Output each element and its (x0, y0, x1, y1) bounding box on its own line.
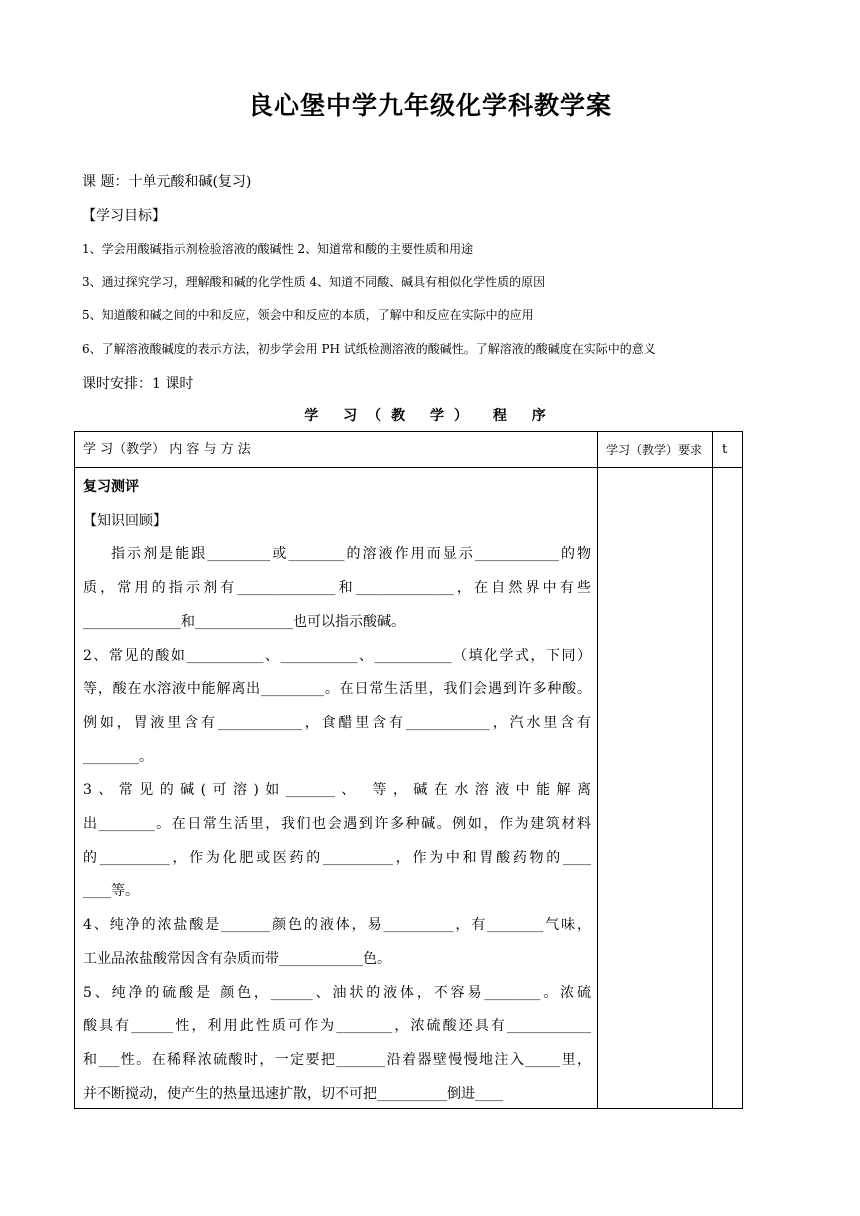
content-line: 4、纯净的浓盐酸是_______颜色的液体，易__________，有________气味， (83, 917, 591, 934)
content-line: 出________。在日常生活里，我们也会遇到许多种碱。例如，作为建筑材料 (83, 816, 591, 833)
content-line: 3、常见的碱(可溶)如_______、 等，碱在水溶液中能解离 (83, 782, 591, 799)
knowledge-heading: 【知识回顾】 (83, 512, 167, 529)
goal-item: 3、通过探究学习，理解酸和碱的化学性质 4、知道不同酸、碱具有相似化学性质的原因 (82, 275, 546, 289)
content-line: 2、常见的酸如___________、___________、___________（填化学式，下同） (83, 647, 591, 664)
content-line: 指示剂是能跟_________或________的溶液作用而显示____________的物 (111, 546, 591, 563)
goals-heading: 【学习目标】 (82, 208, 166, 224)
content-line: ________。 (83, 748, 153, 765)
header-requirement: 学习（教学）要求 (606, 443, 703, 457)
lesson-schedule: 课时安排：1 课时 (82, 376, 194, 392)
lesson-topic: 课 题：十单元酸和碱(复习) (82, 174, 252, 190)
goal-item: 6、了解溶液酸碱度的表示方法，初步学会用 PH 试纸检测溶液的酸碱性。了解溶液的酸碱度在实际中的意义 (82, 342, 656, 356)
content-line: 并不断搅动，使产生的热量迅速扩散，切不可把__________倒进____ (83, 1085, 503, 1102)
content-line: 酸具有______性，利用此性质可作为________，浓硫酸还具有____________ (83, 1018, 591, 1035)
content-line: 等，酸在水溶液中能解离出_________。在日常生活里，我们会遇到许多种酸。 (83, 681, 591, 698)
content-line: 和___性。在稀释浓硫酸时，一定要把_______沿着器壁慢慢地注入_____里， (83, 1051, 591, 1068)
table-divider (712, 432, 713, 1108)
header-t: t (722, 442, 728, 457)
goal-item: 5、知道酸和碱之间的中和反应，领会中和反应的本质，了解中和反应在实际中的应用 (82, 308, 534, 322)
content-line: 质，常用的指示剂有______________和______________，在自然界中有些 (83, 580, 591, 597)
page-title: 良心堡中学九年级化学科教学案 (247, 91, 612, 120)
program-title: 学 习（教 学） 程 序 (304, 408, 556, 424)
content-line: 5、纯净的硫酸是 颜色，______、油状的液体，不容易________。浓硫 (83, 984, 591, 1001)
content-cell (83, 471, 591, 1111)
header-content-method: 学 习（教学） 内 容 与 方 法 (83, 442, 251, 457)
content-line: 的__________，作为化肥或医药的__________，作为中和胃酸药物的____ (83, 849, 591, 866)
content-line: 工业品浓盐酸常因含有杂质而带____________色。 (83, 950, 391, 967)
content-line: ____等。 (83, 883, 139, 900)
content-line: ______________和______________也可以指示酸碱。 (83, 613, 405, 630)
content-line: 例如，胃液里含有____________，食醋里含有____________，汽水里含有 (83, 714, 591, 731)
goal-item: 1、学会用酸碱指示剂检验溶液的酸碱性 2、知道常和酸的主要性质和用途 (82, 242, 474, 256)
program-table (74, 431, 743, 1109)
table-divider (597, 432, 598, 1108)
review-heading: 复习测评 (83, 479, 139, 495)
